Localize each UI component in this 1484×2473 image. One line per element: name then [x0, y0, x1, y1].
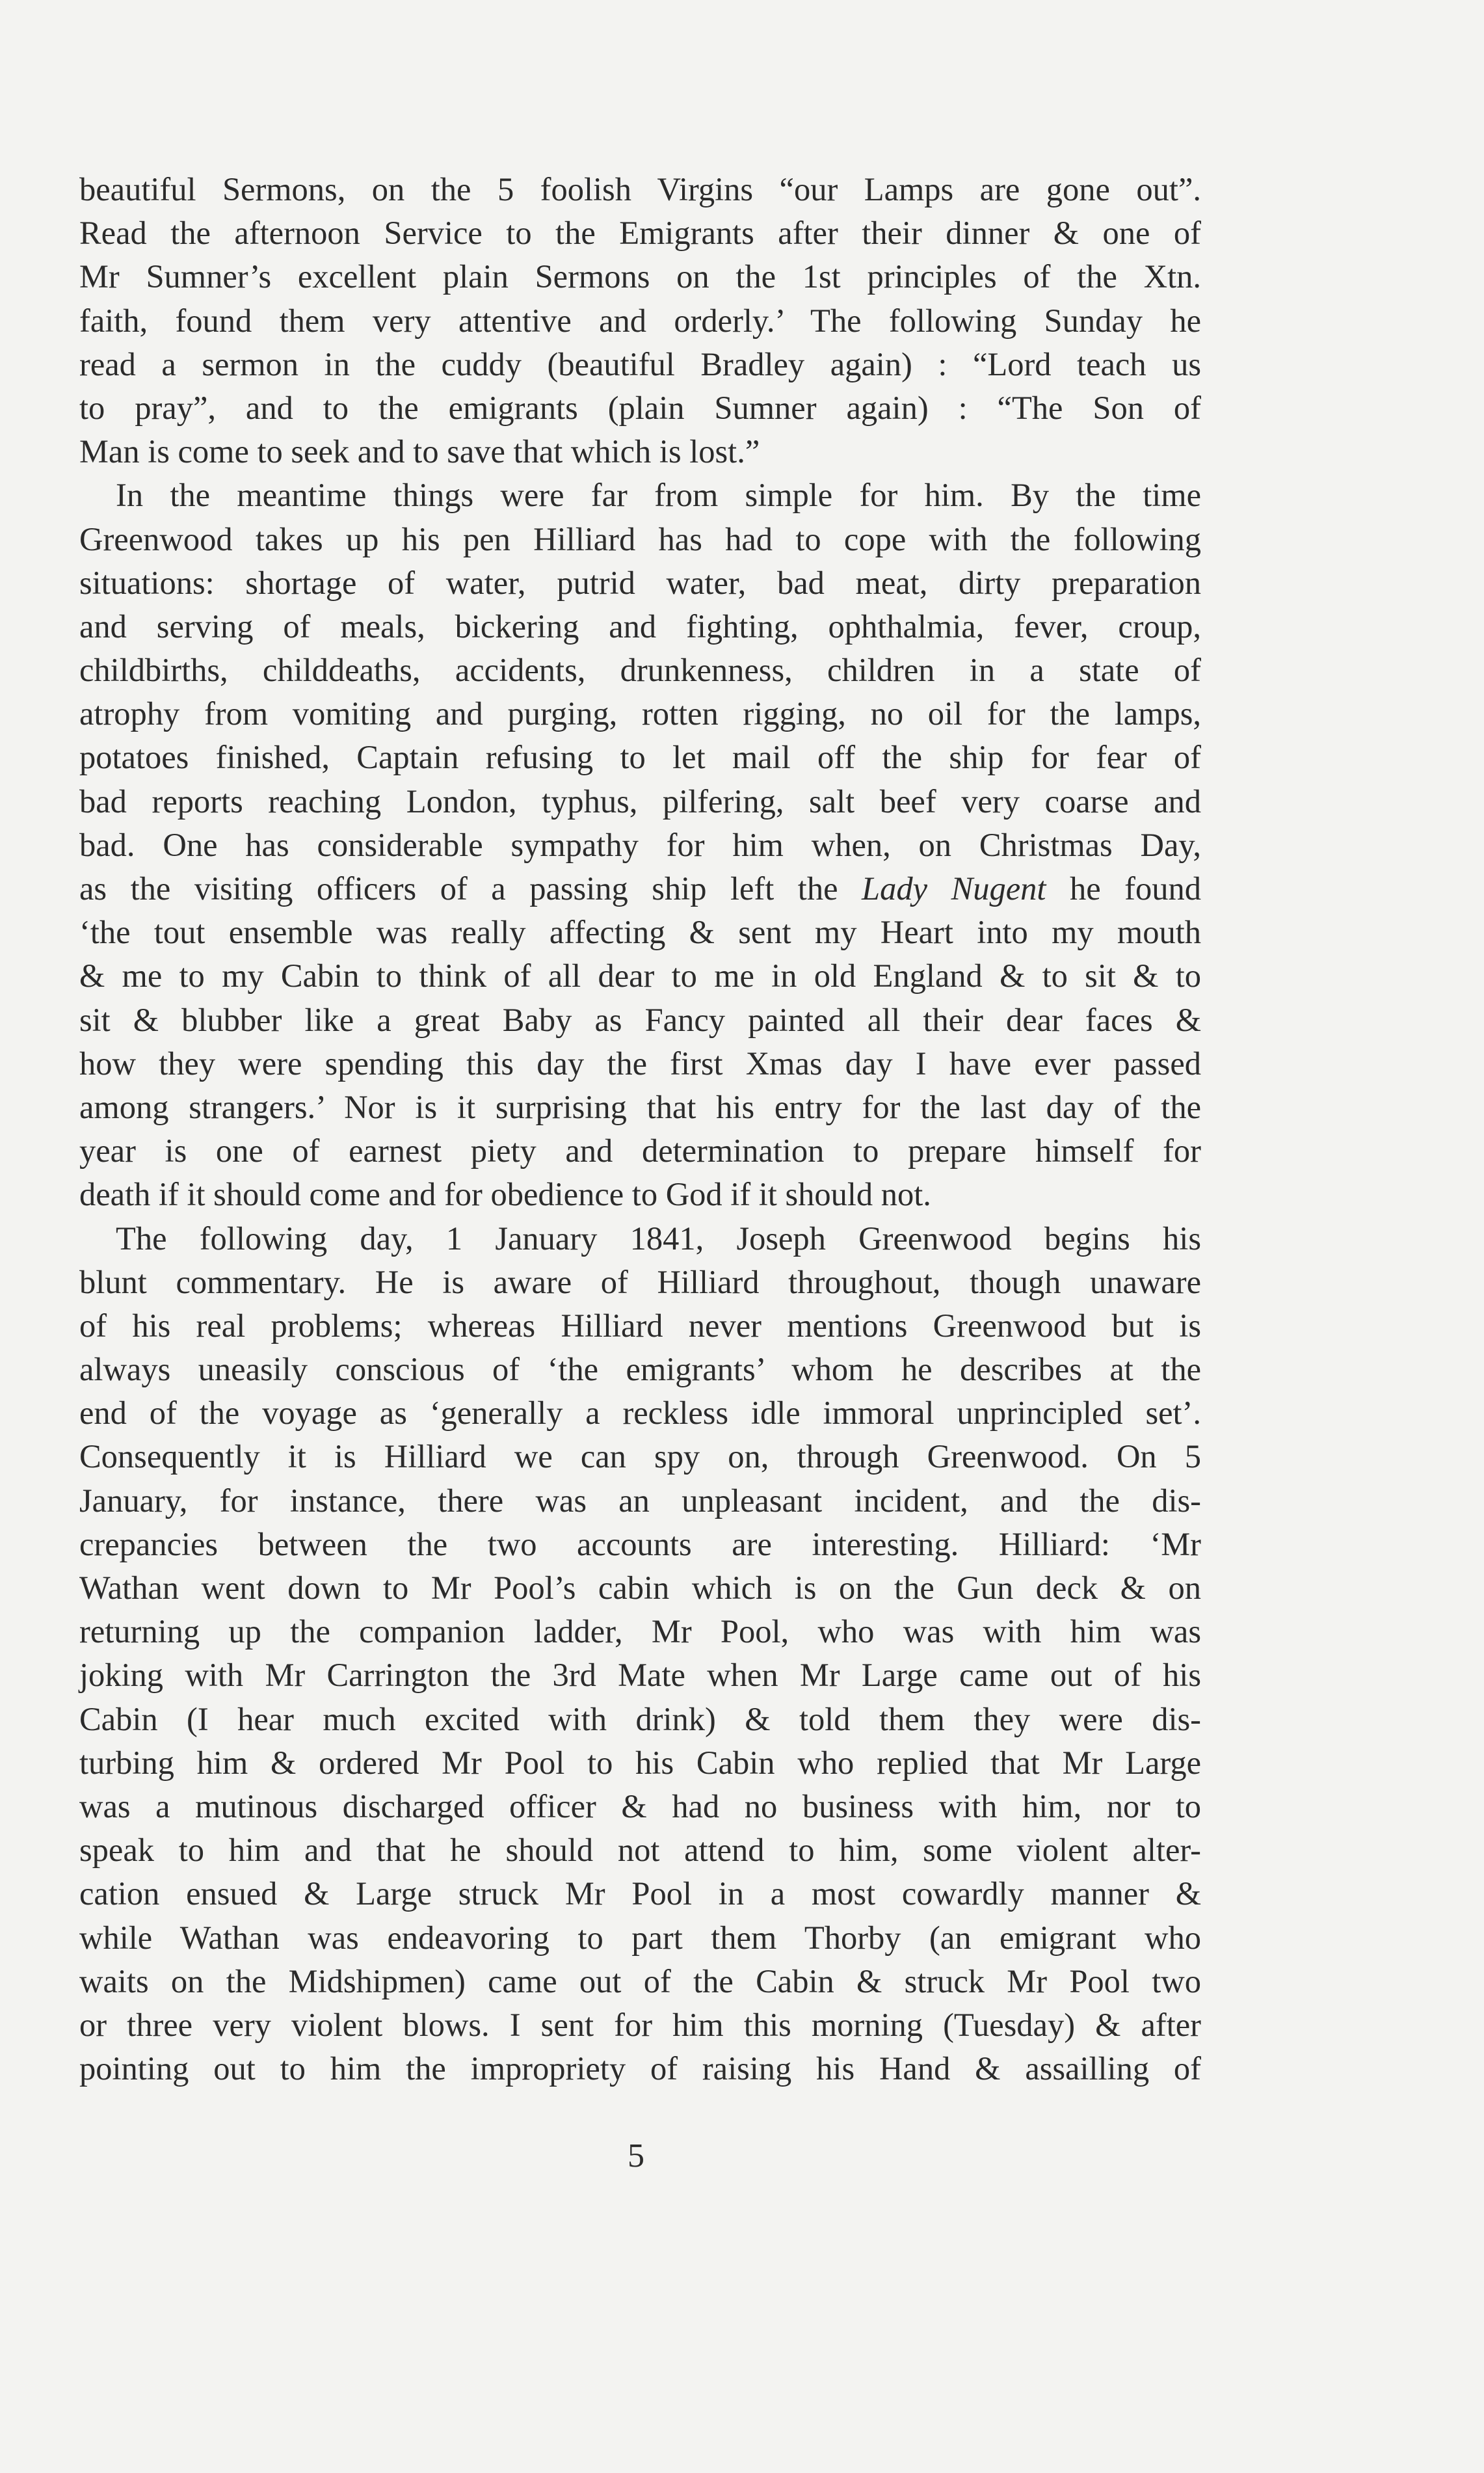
text-line: year is one of earnest piety and determination to prepare himself for	[79, 1132, 1201, 1170]
ship-name-italic: Lady Nugent	[862, 870, 1046, 907]
text-line: joking with Mr Carrington the 3rd Mate when Mr Large came out of his	[79, 1657, 1201, 1694]
page-number-value: 5	[628, 2137, 644, 2174]
text-line: among strangers.’ Nor is it surprising that his entry for the last day of the	[79, 1088, 1201, 1125]
text-line: turbing him & ordered Mr Pool to his Cabin who replied that Mr Large	[79, 1744, 1201, 1781]
text-line: In the meantime things were far from simple for him. By the time	[116, 477, 1201, 514]
text-line: Greenwood takes up his pen Hilliard has had to cope with the following	[79, 520, 1201, 557]
text-line: Cabin (I hear much excited with drink) & told them they were dis-	[79, 1700, 1201, 1737]
text-line: returning up the companion ladder, Mr Pool, who was with him was	[79, 1613, 1201, 1650]
text-line: and serving of meals, bickering and fighting, ophthalmia, fever, croup,	[79, 608, 1201, 645]
body-text	[79, 168, 1201, 2091]
text-line: ‘the tout ensemble was really affecting & sent my Heart into my mouth	[79, 914, 1201, 951]
page-number	[0, 2137, 1484, 2175]
text-line: bad reports reaching London, typhus, pilfering, salt beef very coarse and	[79, 782, 1201, 820]
text-line: potatoes finished, Captain refusing to let mail off the ship for fear of	[79, 739, 1201, 776]
text-line	[79, 867, 1201, 911]
text-line: always uneasily conscious of ‘the emigrants’ whom he describes at the	[79, 1351, 1201, 1388]
text-line: The following day, 1 January 1841, Joseph Greenwood begins his	[116, 1220, 1201, 1257]
text-line: Mr Sumner’s excellent plain Sermons on the 1st principles of the Xtn.	[79, 258, 1201, 295]
text-line: waits on the Midshipmen) came out of the Cabin & struck Mr Pool two	[79, 1962, 1201, 1999]
text-line: blunt commentary. He is aware of Hilliard throughout, though unaware	[79, 1263, 1201, 1300]
text-line: childbirths, childdeaths, accidents, drunkenness, children in a state of	[79, 652, 1201, 689]
text-line: was a mutinous discharged officer & had no business with him, nor to	[79, 1787, 1201, 1825]
text-line: bad. One has considerable sympathy for him when, on Christmas Day,	[79, 826, 1201, 863]
text-line: Read the afternoon Service to the Emigrants after their dinner & one of	[79, 215, 1201, 252]
text-line: end of the voyage as ‘generally a reckless idle immoral unprincipled set’.	[79, 1395, 1201, 1432]
text-line: read a sermon in the cuddy (beautiful Bradley again) : “Lord teach us	[79, 345, 1201, 382]
text-line: January, for instance, there was an unpleasant incident, and the dis-	[79, 1482, 1201, 1519]
text-line: atrophy from vomiting and purging, rotten rigging, no oil for the lamps,	[79, 695, 1201, 732]
text-line: Man is come to seek and to save that which is lost.”	[79, 433, 760, 470]
text-line: to pray”, and to the emigrants (plain Sumner again) : “The Son of	[79, 389, 1201, 426]
text-line: sit & blubber like a great Baby as Fancy painted all their dear faces &	[79, 1001, 1201, 1038]
text-line: Consequently it is Hilliard we can spy on, through Greenwood. On 5	[79, 1438, 1201, 1475]
text-line: & me to my Cabin to think of all dear to me in old England & to sit & to	[79, 957, 1201, 995]
text-line: situations: shortage of water, putrid water, bad meat, dirty preparation	[79, 564, 1201, 601]
text-line: crepancies between the two accounts are interesting. Hilliard: ‘Mr	[79, 1525, 1201, 1562]
text-line: cation ensued & Large struck Mr Pool in a most cowardly manner &	[79, 1875, 1201, 1912]
text-line: pointing out to him the impropriety of raising his Hand & assailling of	[79, 2050, 1201, 2087]
text-line: while Wathan was endeavoring to part them Thorby (an emigrant who	[79, 1919, 1201, 1956]
text-segment: as the visiting officers of a passing ship left the	[79, 870, 838, 907]
text-line: or three very violent blows. I sent for him this morning (Tuesday) & after	[79, 2006, 1201, 2043]
text-line: faith, found them very attentive and orderly.’ The following Sunday he	[79, 302, 1201, 339]
text-line: how they were spending this day the first Xmas day I have ever passed	[79, 1045, 1201, 1082]
text-segment: he found	[1069, 870, 1201, 907]
text-line: Wathan went down to Mr Pool’s cabin which is on the Gun deck & on	[79, 1570, 1201, 1606]
text-line: speak to him and that he should not attend to him, some violent alter-	[79, 1832, 1201, 1869]
text-line: beautiful Sermons, on the 5 foolish Virgins “our Lamps are gone out”.	[79, 171, 1201, 207]
text-line: of his real problems; whereas Hilliard never mentions Greenwood but is	[79, 1307, 1201, 1344]
text-line: death if it should come and for obedience to God if it should not.	[79, 1176, 931, 1213]
